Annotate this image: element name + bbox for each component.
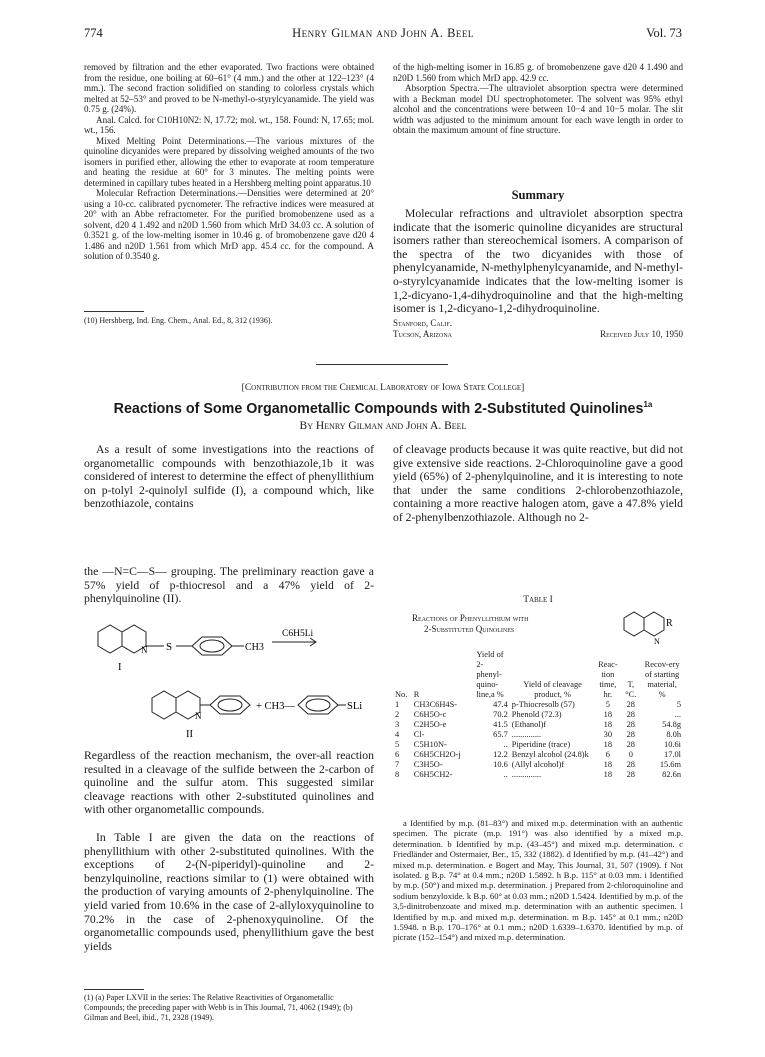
cell-yield: 12.2 (493, 750, 508, 759)
table-row (393, 760, 683, 770)
nitrogen-label: N (195, 711, 202, 721)
received-date: Received July 10, 1950 (600, 329, 683, 339)
cell-time: 18 (603, 770, 613, 779)
footnote-rule (84, 989, 144, 990)
cell-no: 3 (395, 720, 400, 729)
cell-temp: 28 (626, 770, 635, 779)
cell-temp: 0 (628, 750, 633, 759)
contribution-line: [Contribution from the Chemical Laboratory of Iowa State College] (241, 383, 525, 393)
column-header: Yield of 2-phenyl-quino-line,a % (476, 650, 504, 699)
cell-temp: 28 (626, 700, 635, 709)
column-header: Reac-tion time, hr. (598, 660, 618, 699)
prev-article-right-column (393, 62, 683, 136)
cell-r: CH3C6H4S- (413, 700, 458, 709)
cell-yield: 65.7 (493, 730, 508, 739)
column-header: T, °C. (625, 680, 637, 699)
volume-label: Vol. 73 (646, 26, 682, 40)
caption-line: Reactions of Phenyllithium with (412, 613, 529, 623)
cell-no: 1 (395, 700, 400, 709)
cell-time: 18 (603, 710, 613, 719)
prev-article-left-column (84, 62, 374, 262)
paragraph: Absorption Spectra.—The ultraviolet absorption spectra were determined with a Beckman model DU spectrophotometer. The solvent was 95% ethyl alcohol and the concentrations were between 10−4 and 10−5 molar. The slit width was adjusted to the minimum amount for each wave length in order to obtain the maximum amount of fine structure. (393, 83, 683, 135)
page-number: 774 (84, 26, 103, 40)
footnote: (1) (a) Paper LXVII in the series: The Relative Reactivities of Organometallic Compounds; the preceding paper with Webb is in This Journal, 71, 4062 (1949); (b) Gilman and Beel, ibid., 71, 2328 (1949). (84, 993, 353, 1022)
cell-r: C5H10N- (413, 740, 447, 749)
column-header: Yield of cleavage product, % (523, 680, 582, 699)
aromatic-circle (306, 699, 330, 711)
table-row (393, 700, 683, 710)
affiliation-place (393, 318, 452, 340)
cell-cleavage: p-Thiocresolb (57) (511, 700, 575, 709)
cell-yield: .. (503, 740, 508, 749)
cell-recovery: 54.8g (662, 720, 681, 729)
cell-no: 4 (395, 730, 400, 739)
title-text: Reactions of Some Organometallic Compounds with 2-Substituted Quinolines (113, 400, 644, 417)
paragraph: Mixed Melting Point Determinations.—The various mixtures of the quinoline dicyanides were prepared by dissolving weighed amounts of the two isomers in purified ether, allowing the ether to evaporate at room temperature and heating the residue at 60° for 3 minutes. The melting points were determined in capillary tubes heated in a Hershberg melting point apparatus.10 (84, 135, 374, 188)
footnote-rule (84, 311, 144, 312)
cell-time: 6 (605, 750, 610, 759)
column-header: Recov-ery of starting material, % (644, 660, 680, 699)
cell-cleavage: (Ethanol)f (511, 720, 547, 729)
cell-yield: 10.6 (493, 760, 508, 769)
place-line: Stanford, Calif. (393, 318, 452, 328)
reaction-scheme (84, 610, 374, 746)
nitrogen-label: N (654, 637, 660, 644)
cell-yield: 41.5 (493, 720, 508, 729)
column-header: R (413, 690, 420, 699)
caption-line: 2-Substituted Quinolines (424, 624, 515, 634)
cell-no: 6 (395, 750, 400, 759)
nitrogen-label: N (141, 645, 148, 655)
cell-r: C2H5O-e (413, 720, 447, 729)
cell-r: C6H5O-c (413, 710, 447, 719)
cell-recovery: 8.0h (666, 730, 681, 739)
title-superscript: 1a (643, 400, 653, 409)
table-row (393, 730, 683, 740)
byline: By Henry Gilman and John A. Beel (299, 420, 467, 432)
cell-recovery: ... (674, 710, 681, 719)
analysis-paragraph: Anal. Calcd. for C10H10N2: N, 17.72; mol. wt., 158. Found: N, 17.65; mol. wt., 156. (84, 114, 374, 135)
cell-temp: 28 (626, 720, 635, 729)
cell-recovery: 5 (676, 700, 681, 709)
cell-recovery: 10.6i (664, 740, 681, 749)
cell-time: 30 (603, 730, 613, 739)
cell-time: 18 (603, 760, 613, 769)
table-row (393, 750, 683, 760)
discussion-paragraph: Regardless of the reaction mechanism, the over-all reaction resulted in a cleavage of the sulfide between the 2-carbon of quinoline and the sulfur atom. This suggested similar cleavage reactions with other 2-substituted quinolines and with other organometallic compounds. (84, 749, 374, 817)
cell-temp: 28 (626, 760, 635, 769)
cell-cleavage: (Allyl alcohol)f (511, 760, 565, 769)
footnote: (10) Hershberg, Ind. Eng. Chem., Anal. Ed., 8, 312 (1936). (84, 316, 273, 325)
discussion-paragraph: In Table I are given the data on the reactions of phenyllithium with other 2-substituted quinolines. With the exceptions of 2-(N-piperidyl)-quinoline and 2-benzylquinoline, reactions similar to (1) were obtained with the production of varying amounts of 2-phenylquinoline. The yield varied from 10.6% in the case of 2-allyloxyquinoline to 70.2% in the case of 2-phenoxyquinoline. Of the organometallic compounds used, phenyllithium gave the best yields (84, 831, 374, 953)
reaction-table (393, 650, 683, 780)
table-header-row (393, 650, 683, 700)
table-row (393, 720, 683, 730)
summary-text: Molecular refractions and ultraviolet absorption spectra indicate that the isomeric quinoline dicyanides are structural isomers rather than stereochemical isomers. A comparison of the spectra of the two dicyanides with those of phenylcyanamide, N-methylphenylcyanamide, and N-methyl-o-styrylcyanamide indicates that the low-melting isomer is 1,2-dicyano-1,4-dihydroquinoline and that the high-melting isomer is 1,2-dicyano-1,2-dihydroquinoline. (393, 207, 683, 316)
sulfur-label: S (166, 641, 173, 653)
place-line: Tucson, Arizona (393, 329, 453, 339)
cell-temp: 28 (626, 730, 635, 739)
cell-no: 7 (395, 760, 400, 769)
intro-paragraph: As a result of some investigations into the reactions of organometallic compounds with benzothiazole,1b it was considered of interest to determine the effect of phenyllithium on p-tolyl 2-quinolyl sulfide (I), a compound which, like benzothiazole, contains (84, 443, 374, 511)
cell-r: C6H5CH2O-j (413, 750, 461, 759)
cell-recovery: 82.6n (662, 770, 681, 779)
compound-label-II: II (186, 729, 193, 740)
cell-recovery: 17.0l (664, 750, 681, 759)
paragraph: of cleavage products because it was quite reactive, but did not give extensive side reactions. 2-Chloroquinoline gave a good yield (65%) of 2-phenylquinoline, and it is interesting to note that under the same conditions 2-chlorobenzothiazole, containing a more reactive halogen atom, gave a 47.8% yield of 2-phenylbenzothiazole. Although no 2- (393, 443, 683, 524)
cell-temp: 28 (626, 740, 635, 749)
plus-thiocresol: + CH3— (256, 701, 295, 712)
cell-time: 5 (605, 700, 610, 709)
cell-time: 18 (603, 720, 613, 729)
reagent-label: C6H5Li (282, 629, 314, 639)
cell-r: Cl- (413, 730, 425, 739)
table-row (393, 770, 683, 780)
sli-label: SLi (347, 701, 363, 712)
article-separator (316, 364, 448, 365)
cell-cleavage: Piperidine (trace) (511, 740, 571, 749)
table-caption (412, 613, 528, 635)
cell-no: 5 (395, 740, 400, 749)
cell-no: 2 (395, 710, 400, 719)
aromatic-circle (200, 640, 224, 652)
cell-yield: .. (503, 770, 508, 779)
paragraph: of the high-melting isomer in 16.85 g. of bromobenzene gave d20 4 1.490 and n20D 1.560 from which MrD app. 42.9 cc. (393, 62, 683, 83)
cell-temp: 28 (626, 710, 635, 719)
cell-no: 8 (395, 770, 400, 779)
cell-cleavage: Phenold (72.3) (511, 710, 562, 719)
table-notes: a Identified by m.p. (81–83°) and mixed m.p. determination with an authentic specimen. The picrate (m.p. 191°) was also identified by a mixed m.p. determination. b Identified by m.p. (43–45°) and mixed m.p. determination. c Friedländer and Ostermaier, Ber., 15, 332 (1882). d Identified by m.p. (41–42°) and mixed m.p. determination. e Bogert and May, This Journal, 31, 507 (1909). f Not isolated. g B.p. 74° at 0.4 mm.; n20D 1.5892. h B.p. 115° at 0.03 mm. i Identified by m.p. (50°) and mixed m.p. determination. j Prepared from 2-chloroquinoline and sodium benzyloxide. k B.p. 60° at 0.03 mm.; n20D 1.5424. Identified by m.p. of the 3,5-dinitrobenzoate and mixed m.p. determination with an authentic specimen. l Identified by m.p. and mixed m.p. determination. m B.p. 145° at 0.1 mm.; n20D 1.5948. n B.p. 170–176° at 0.1 mm.; n20D 1.6339–1.6370. Identified by m.p. of picrate (152–154°) and mixed m.p. determination. (393, 818, 683, 943)
cell-cleavage: Benzyl alcohol (24.8)k (511, 750, 589, 759)
table-row (393, 710, 683, 720)
paragraph: removed by filtration and the ether evaporated. Two fractions were obtained from the residue, one boiling at 60–61° (4 mm.) and the other at 122–123° (4 mm.). The second fraction solidified on standing to colorless crystals which melted at 52–53° and proved to be N-methyl-o-styrylcyanamide. The yield was 0.75 g. (24%). (84, 62, 374, 114)
table-label: Table I (523, 595, 553, 605)
article-title (84, 400, 682, 417)
column-header: No. (395, 690, 408, 699)
paragraph: Molecular Refraction Determinations.—Densities were determined at 20° using a 10-cc. calibrated pycnometer. The refractive indices were measured at 20° with an Abbe refractometer. For the purified bromobenzene used as a solvent, d20 4 1.492 and n20D 1.560 from which MrD 34.03 cc. A solution of 0.3521 g. of the low-melting isomer in 10.46 g. of bromobenzene gave d20 4 1.486 and n20D 1.561 from which MrD app. 45.4 cc. for the compound. A solution of 0.3540 g. (84, 188, 374, 261)
aromatic-circle (218, 699, 242, 711)
table-row (393, 740, 683, 750)
benzene-ring (98, 625, 122, 653)
cell-yield: 70.2 (493, 710, 508, 719)
benzene-ring (152, 691, 176, 719)
r-label: R (666, 618, 673, 629)
cell-r: C3H5O- (413, 760, 443, 769)
cell-cleavage: .............. (511, 770, 542, 779)
quinoline-r-structure (620, 604, 678, 644)
cell-recovery: 15.6m (659, 760, 681, 769)
compound-label-I: I (118, 662, 122, 673)
running-title: Henry Gilman and John A. Beel (292, 26, 474, 40)
summary-heading: Summary (511, 188, 565, 202)
cell-yield: 47.4 (493, 700, 508, 709)
cell-r: C6H5CH2- (413, 770, 453, 779)
running-header (84, 26, 682, 42)
cell-cleavage: .............. (511, 730, 542, 739)
cell-time: 18 (603, 740, 613, 749)
methyl-label: CH3 (245, 642, 264, 653)
intro-paragraph-cont: the —N=C—S— grouping. The preliminary reaction gave a 57% yield of p-thiocresol and a 47% yield of 2-phenylquinoline (II). (84, 565, 374, 606)
